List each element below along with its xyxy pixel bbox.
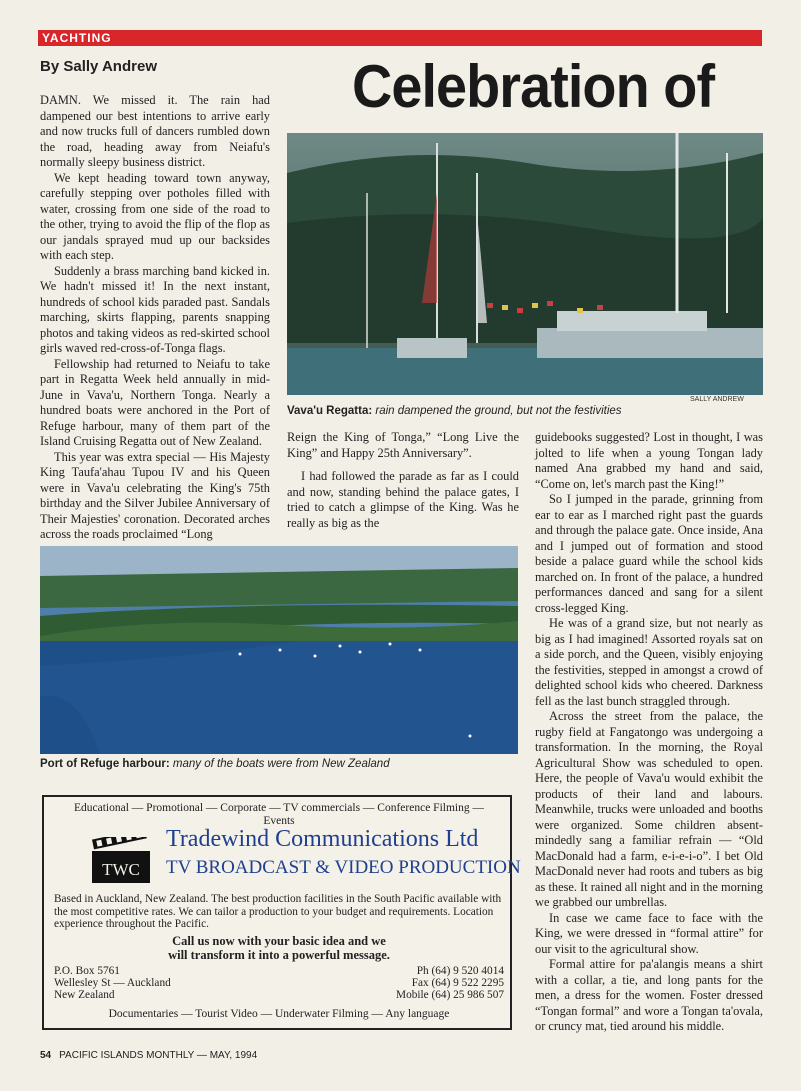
paragraph: DAMN. We missed it. The rain had dampened our best intentions to arrive early and now trucks full of dancers rumbled down the road, heading away from Neiafu's normally sleepy business district. [40,93,270,169]
ad-address [54,965,171,1001]
paragraph: This year was extra special — His Majesty King Taufa'ahau Tupou IV and his Queen were in Vava'u celebrating the King's 75th birthday and the Silver Jubilee Anniversary of Their Majesties' coronation. Decorated arches across the roads proclaimed “Long [40,449,270,541]
article-column-3 [535,430,763,1035]
ad-phones [344,965,504,1001]
call-line: will transform it into a powerful message. [168,948,390,962]
caption-text: rain dampened the ground, but not the festivities [372,405,622,417]
page-number: 54 [40,1050,52,1061]
paragraph: Reign the King of Tonga,” “Long Live the King” and Happy 25th Anniversary”. [287,430,519,460]
photo-caption [40,758,390,770]
publication-info: PACIFIC ISLANDS MONTHLY — MAY, 1994 [59,1050,258,1061]
mobile-number: Mobile (64) 25 986 507 [396,989,504,1001]
advertisement [42,795,521,1030]
paragraph: He was of a grand size, but not nearly as big as I had imagined! Assorted royals sat on a side porch, and the Queen, visibly enjoying the festivities, stepped in amongst a crowd of delighted school kids who cheered. Darkness fell as the last bunch straggled through. [535,616,763,708]
paragraph: In case we came face to face with the King, we were dressed in “formal attire” for our visit to the agricultural show. [535,910,763,956]
logo-text: TWC [102,860,140,879]
article-column-2 [287,430,519,531]
paragraph: Suddenly a brass marching band kicked in. We hadn't missed it! In the next instant, hundreds of school kids paraded past. Sandals marching, skirts flapping, parents snapping photos and taking videos as red-skirted school girls waved red-cross-of-Tonga flags. [40,263,270,355]
photo-credit: SALLY ANDREW [690,396,744,403]
headline: Celebration of [352,53,715,120]
ad-body: Based in Auckland, New Zealand. The best production facilities in the South Pacific available with the most competitive rates. We can tailor a production to your budget and requirements. Location experience throughout the Pacific. [54,893,502,931]
byline: By Sally Andrew [40,58,157,75]
ad-services-bottom: Documentaries — Tourist Video — Underwater Filming — Any language [108,1008,450,1020]
paragraph: guidebooks suggested? Lost in thought, I was jolted to life when a young Tongan lady named Ana grabbed my hand and said, “Come on, let's march past the King!” [535,430,763,491]
caption-text: many of the boats were from New Zealand [169,758,390,770]
caption-label: Vava'u Regatta: [287,405,373,417]
company-name: Tradewind Communications Ltd [166,826,479,852]
phone-number: Ph (64) 9 520 4014 [416,965,504,977]
paragraph: We kept heading toward town anyway, carefully stepping over potholes filled with water, crossing from one side of the road to the other, trying to avoid the flip of the flop as our jandals sprayed mud up our backsides with each step. [40,170,270,262]
twc-logo [92,837,150,883]
address-line: P.O. Box 5761 [54,965,120,977]
paragraph: I had followed the parade as far as I could and now, standing behind the palace gates, I tried to catch a glimpse of the King. Was he really as big as the [287,469,519,530]
ad-services-top: Educational — Promotional — Corporate — TV commercials — Conference Filming — Events [74,802,484,827]
paragraph: Fellowship had returned to Neiafu to take part in Regatta Week held annually in mid-June in Vava'u, Northern Tonga. Nearly a hundred boats were anchored in the Port of Refuge harbour, many of them part of the Island Cruising Regatta out of New Zealand. [40,356,270,448]
section-bar [38,30,762,46]
address-line: Wellesley St — Auckland [54,977,171,989]
caption-label: Port of Refuge harbour: [40,758,170,770]
company-tagline: TV BROADCAST & VIDEO PRODUCTION [166,857,521,878]
page-footer [40,1050,257,1061]
harbour-photo [40,546,518,754]
fax-number: Fax (64) 9 522 2295 [411,977,504,989]
paragraph: So I jumped in the parade, grinning from ear to ear as I marched right past the guards and through the palace gate. Once inside, Ana and I jumped out of formation and stood beside a palace guard while the school kids marched on. In front of the palace, a hundred performances danced and sang for a silent cross-legged King. [535,492,763,615]
address-line: New Zealand [54,989,115,1001]
paragraph: Formal attire for pa'alangis means a shirt with a collar, a tie, and long pants for the men, a dress for the women. Foster dressed “Tongan formal” and wore a Tongan ta'ovala, or cruncy mat, tied around his middle. [535,957,763,1033]
paragraph: Across the street from the palace, the rugby field at Fangatongo was undergoing a transformation. In the morning, the Royal Agricultural Show was scheduled to open. Here, the people of Vava'u would exhibit the products of their land and labours. Meanwhile, trucks were unloaded and booths were organized. Some children absent-mindedly sang a familiar refrain — “Old MacDonald had a farm, e-i-e-i-o”. I bet Old MacDonald never had roots and tubers as big as these. It rained all night and in the morning we grabbed our umbrellas. [535,709,763,909]
photo-caption [287,405,622,417]
call-line: Call us now with your basic idea and we [172,934,386,948]
regatta-photo [287,133,763,395]
section-label: YACHTING [42,31,112,45]
ad-call-to-action [104,934,454,962]
article-column-1 [40,93,270,543]
